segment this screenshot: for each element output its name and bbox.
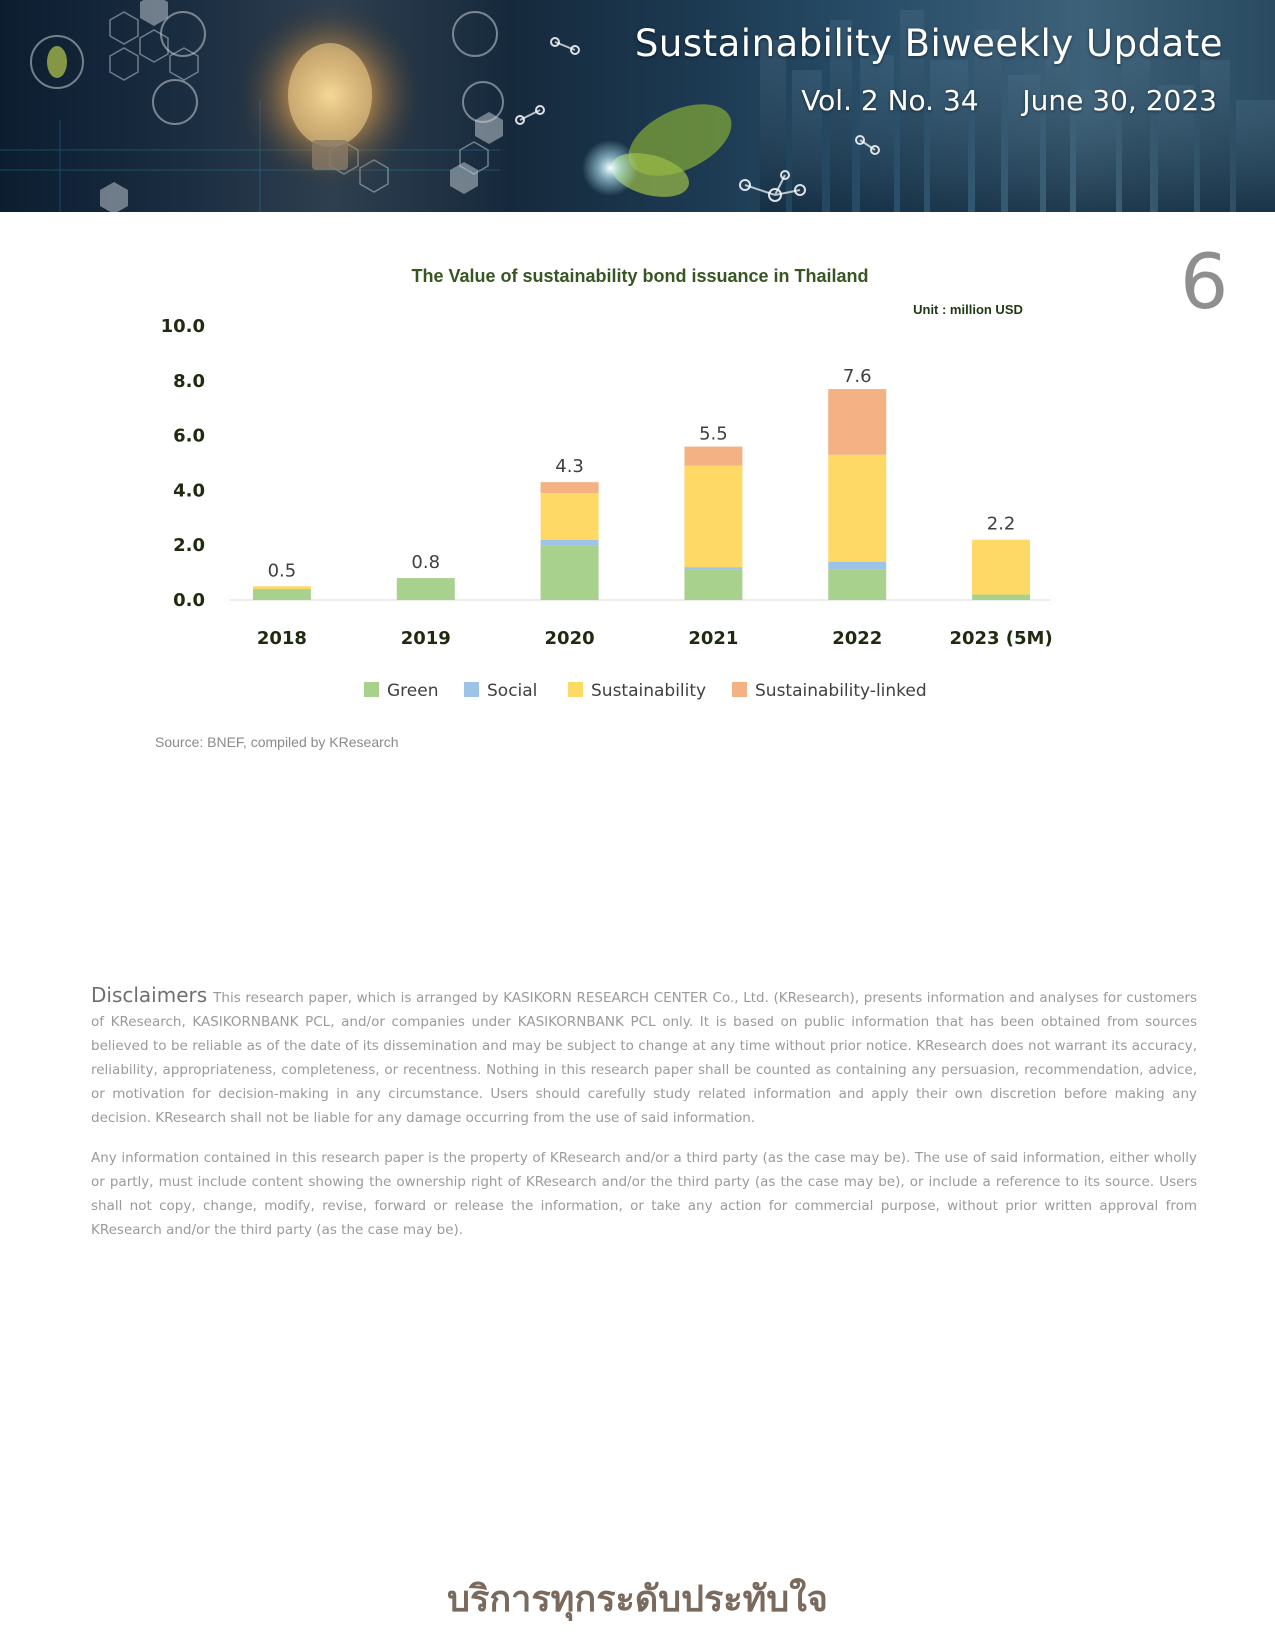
legend-label: Sustainability: [591, 681, 707, 701]
y-tick-label: 2.0: [173, 535, 205, 557]
legend-swatch: [732, 682, 747, 697]
bar-segment: [828, 562, 886, 570]
bar-segment: [684, 447, 742, 466]
report-volume: Vol. 2 No. 34: [801, 84, 979, 117]
disclaimer-heading: Disclaimers: [91, 983, 208, 1007]
bar-total-label: 0.5: [267, 560, 297, 582]
bar-total-label: 7.6: [842, 365, 872, 387]
x-tick-label: 2023 (5M): [949, 628, 1053, 649]
page-number: 6: [1180, 237, 1229, 326]
bar-segment: [972, 540, 1030, 595]
disclaimer-section: [91, 983, 1197, 1258]
disclaimer-text-1: This research paper, which is arranged by KASIKORN RESEARCH CENTER Co., Ltd. (KResearch), presents information and analyses for customers of KResearch, KASIKORNBANK PCL, and/or companies under KASIKORNBANK PCL only. It is based on public information that has been obtained from sources believed to be reliable as of the date of its dissemination and may be subject to change at any time without prior notice. KResearch does not warrant its accuracy, reliability, appropriateness, completeness, or recentness. Nothing in this research paper shall be counted as containing any persuasion, recommendation, advice, or motivation for decision-making in any circumstance. Users should carefully study related information and apply their own discretion before making any decision. KResearch shall not be liable for any damage occurring from the use of said information.: [91, 990, 1197, 1126]
y-tick-label: 10.0: [160, 316, 205, 337]
bar-segment: [828, 455, 886, 562]
x-tick-label: 2021: [688, 628, 739, 649]
legend-swatch: [464, 682, 479, 697]
bar-segment: [684, 466, 742, 567]
chart-unit: Unit : million USD: [913, 302, 1023, 317]
bond-issuance-chart: [150, 256, 1110, 736]
bar-segment: [397, 578, 455, 600]
disclaimer-paragraph-1: [91, 983, 1197, 1130]
bar-segment: [541, 540, 599, 545]
bar-segment: [541, 545, 599, 600]
x-tick-label: 2020: [544, 628, 595, 649]
y-tick-label: 6.0: [173, 425, 205, 447]
report-date: June 30, 2023: [1022, 84, 1217, 117]
chart-source: Source: BNEF, compiled by KResearch: [155, 734, 399, 750]
y-tick-label: 8.0: [173, 370, 205, 392]
bar-segment: [253, 589, 311, 600]
legend-label: Sustainability-linked: [755, 681, 927, 701]
x-tick-label: 2019: [400, 628, 451, 649]
bar-segment: [972, 595, 1030, 600]
bar-segment: [541, 493, 599, 540]
disclaimer-paragraph-2: Any information contained in this research paper is the property of KResearch and/or a third party (as the case may be). The use of said information, either wholly or partly, must include content showing the ownership right of KResearch and/or the third party (as the case may be), or include a reference to its source. Users shall not copy, change, modify, revise, forward or release the information, or take any action for commercial purpose, without prior written approval from KResearch and/or the third party (as the case may be).: [91, 1150, 1197, 1238]
report-title: Sustainability Biweekly Update: [634, 22, 1223, 65]
bar-segment: [828, 389, 886, 455]
legend-swatch: [568, 682, 583, 697]
report-issue: [801, 84, 1217, 117]
bar-segment: [684, 570, 742, 600]
y-tick-label: 4.0: [173, 480, 205, 502]
chart-title: The Value of sustainability bond issuance in Thailand: [411, 266, 869, 286]
x-tick-label: 2022: [832, 628, 883, 649]
x-tick-label: 2018: [256, 628, 307, 649]
bar-segment: [684, 567, 742, 570]
bar-total-label: 2.2: [986, 513, 1016, 535]
bar-segment: [253, 586, 311, 589]
legend-swatch: [364, 682, 379, 697]
bar-total-label: 0.8: [411, 552, 441, 574]
bar-total-label: 4.3: [555, 456, 584, 478]
legend-label: Social: [487, 681, 538, 701]
header-banner: [0, 0, 1275, 212]
bar-segment: [828, 570, 886, 600]
bar-segment: [541, 482, 599, 493]
y-tick-label: 0.0: [173, 590, 205, 611]
legend-label: Green: [387, 681, 439, 701]
footer-slogan: บริการทุกระดับประทับใจ: [447, 1578, 828, 1620]
bar-total-label: 5.5: [699, 423, 728, 445]
